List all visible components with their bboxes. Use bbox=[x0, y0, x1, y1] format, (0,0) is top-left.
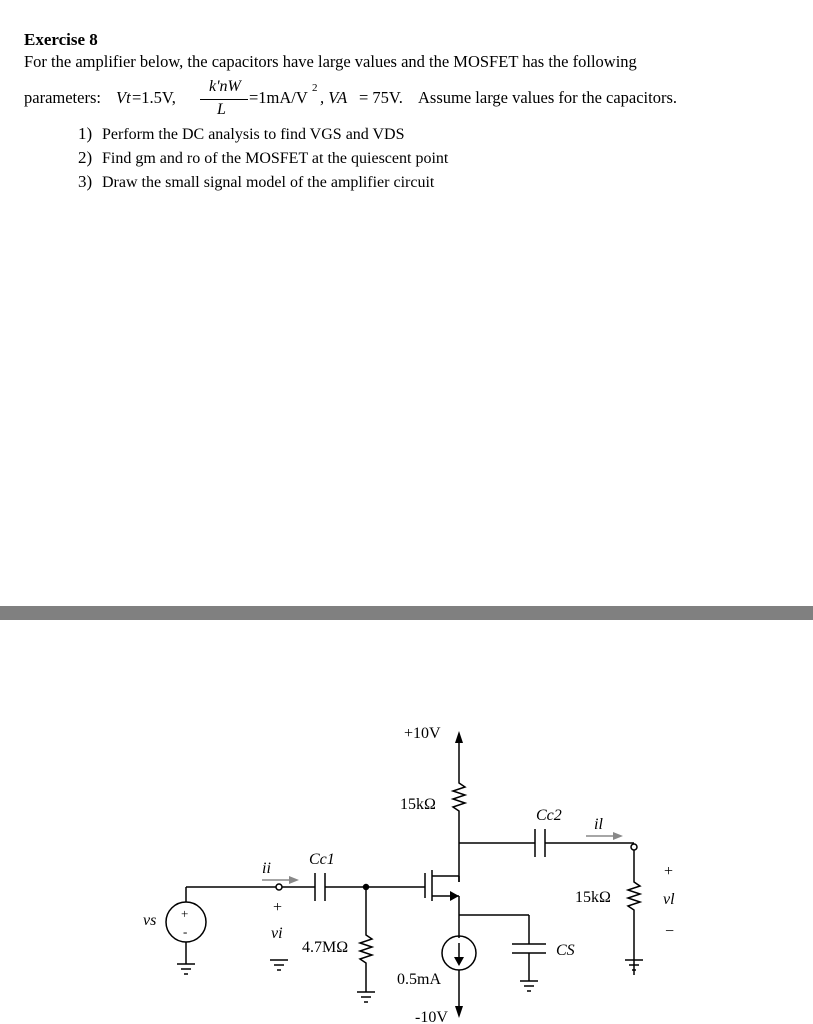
cs-label: CS bbox=[556, 942, 575, 959]
cc2-label: Cc2 bbox=[536, 807, 562, 824]
current-source bbox=[442, 936, 476, 970]
cc1-label: Cc1 bbox=[309, 851, 335, 868]
vl-plus: + bbox=[664, 863, 674, 880]
task-item bbox=[78, 124, 405, 144]
task-number: 1) bbox=[78, 124, 93, 143]
il-arrow bbox=[586, 832, 623, 840]
rl-label: 15kΩ bbox=[575, 889, 611, 906]
kn-value: =1mA/V bbox=[249, 88, 308, 107]
vs-minus: - bbox=[183, 924, 188, 939]
task-text: Draw the small signal model of the amplifier circuit bbox=[102, 174, 435, 191]
vi-plus: + bbox=[273, 899, 283, 916]
task-text: Find gm and ro of the MOSFET at the quiescent point bbox=[102, 150, 449, 167]
vt-label: Vt bbox=[116, 88, 131, 107]
vdd-label: +10V bbox=[404, 725, 441, 742]
load-resistor bbox=[628, 877, 640, 948]
task-number: 3) bbox=[78, 172, 93, 191]
vss-rail bbox=[455, 1006, 463, 1018]
cc2-capacitor bbox=[535, 829, 545, 857]
amplifier-schematic bbox=[0, 620, 813, 1024]
cs-capacitor bbox=[512, 944, 546, 953]
ground-symbol bbox=[357, 992, 375, 1002]
fraction-bar bbox=[200, 99, 248, 100]
vl-label: vl bbox=[663, 891, 675, 908]
vs-label: vs bbox=[143, 912, 157, 929]
vdd-rail bbox=[455, 731, 463, 778]
parameters-line bbox=[24, 78, 804, 122]
problem-statement: For the amplifier below, the capacitors have large values and the MOSFET has the following bbox=[24, 52, 637, 71]
input-terminal bbox=[276, 884, 282, 890]
rd-label: 15kΩ bbox=[400, 796, 436, 813]
va-value: = 75V. bbox=[359, 88, 403, 107]
task-item bbox=[78, 172, 434, 192]
output-terminal bbox=[631, 844, 637, 850]
mosfet bbox=[425, 870, 459, 915]
task-text: Perform the DC analysis to find VGS and VDS bbox=[102, 126, 405, 143]
va-label: , VA bbox=[320, 88, 348, 107]
il-label: il bbox=[594, 816, 603, 833]
is-label: 0.5mA bbox=[397, 971, 441, 988]
fraction-numerator: k'nW bbox=[209, 78, 241, 95]
task-item bbox=[78, 148, 448, 168]
kn-exponent: 2 bbox=[312, 82, 318, 94]
task-number: 2) bbox=[78, 148, 93, 167]
params-prefix: parameters: bbox=[24, 88, 101, 107]
vt-value: =1.5V, bbox=[132, 88, 176, 107]
ii-arrow bbox=[262, 876, 299, 884]
vl-minus: − bbox=[665, 923, 675, 940]
exercise-title: Exercise 8 bbox=[24, 30, 98, 49]
cc1-capacitor bbox=[315, 873, 325, 901]
ii-label: ii bbox=[262, 860, 271, 877]
vss-label: -10V bbox=[415, 1009, 448, 1024]
gate-resistor bbox=[360, 930, 372, 970]
section-divider bbox=[0, 606, 813, 620]
rg-label: 4.7MΩ bbox=[302, 939, 349, 956]
vs-plus: + bbox=[181, 906, 189, 921]
ground-symbol bbox=[270, 960, 288, 970]
params-suffix: Assume large values for the capacitors. bbox=[418, 88, 678, 107]
ground-symbol bbox=[520, 981, 538, 991]
fraction-denominator: L bbox=[217, 101, 226, 118]
kn-fraction bbox=[199, 78, 249, 120]
vi-label: vi bbox=[271, 925, 283, 942]
ground-symbol bbox=[177, 964, 195, 974]
drain-resistor bbox=[453, 778, 465, 816]
